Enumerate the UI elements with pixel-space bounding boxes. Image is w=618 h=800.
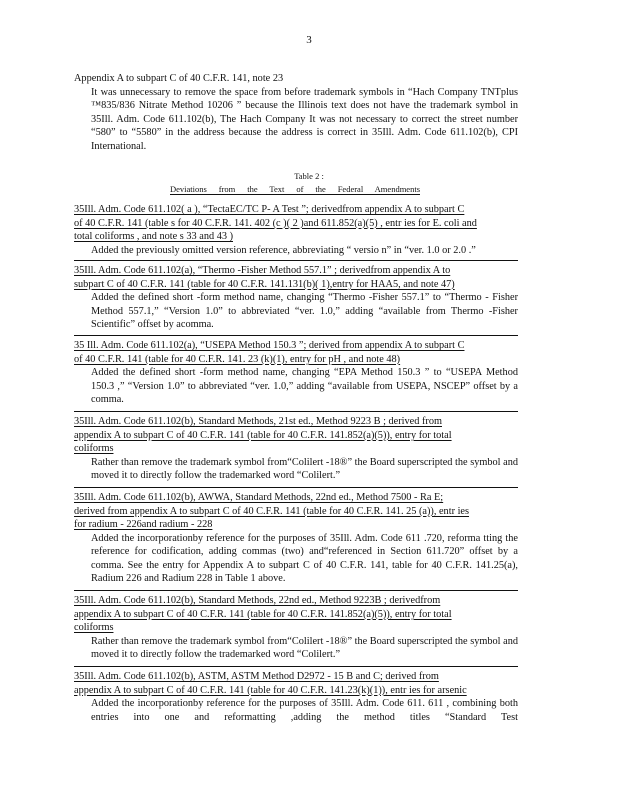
entry-description: Rather than remove the trademark symbol from“Colilert -18®” the Board superscripted the symbol and moved it to directly follow the trademarked word “Colilert.” — [91, 635, 518, 660]
entry-heading-line: appendix A to subpart C of 40 C.F.R. 141 (table for 40 C.F.R. 141.852(a)(5)), entry for total — [74, 608, 452, 620]
entry-heading-line: 35Ill. Adm. Code 611.102(b), Standard Methods, 21st ed., Method 9223 B ; derived from — [74, 416, 442, 427]
entry-heading-line: of 40 C.F.R. 141 (table for 40 C.F.R. 141. 23 (k)(1), entry for pH , and note 48) — [74, 353, 401, 365]
table-entry-7 — [74, 670, 526, 724]
row-divider — [74, 666, 518, 667]
entry-heading-line: 35Ill. Adm. Code 611.102(b), AWWA, Standard Methods, 22nd ed., Method 7500 - Ra E; — [74, 492, 444, 503]
entry-heading-line: 35Ill. Adm. Code 611.102( a ), “TectaEC/TC P- A Test ”; derivedfrom appendix A to subpart C — [74, 204, 465, 215]
intro-heading: Appendix A to subpart C of 40 C.F.R. 141, note 23 — [74, 73, 284, 84]
entry-description: Rather than remove the trademark symbol from“Colilert -18®” the Board superscripted the symbol and moved it to directly follow the trademarked word “Colilert.” — [91, 456, 518, 481]
page-number: 3 — [306, 34, 312, 46]
entry-heading-line: subpart C of 40 C.F.R. 141 (table for 40 C.F.R. 141.131(b)( 1),entry for HAA5, and note 47) — [74, 278, 455, 290]
entry-description: Added the previously omitted version reference, abbreviating “ versio n” in “ver. 1.0 or 2.0 .” — [91, 244, 476, 256]
row-divider — [74, 260, 518, 261]
intro-text: It was unnecessary to remove the space from before trademark symbols in “Hach Company TNTplus ™835/836 Nitrate Method 10206 ” because the Illinois text does not have the trademark symbol in 35Ill. Adm. Code 611.102(b), The Hach Company It was not necessary to correct the street number “580” to “5580” in the address because the address is correct in 35Ill. Adm. Code 611.102(b), CPI International. — [91, 86, 518, 152]
table-entry-6 — [74, 594, 526, 662]
intro-note — [74, 72, 526, 153]
entry-heading-line: derived from appendix A to subpart C of 40 C.F.R. 141 (table for 40 C.F.R. 141. 25 (a)), entr ies — [74, 505, 470, 517]
entry-heading-line: appendix A to subpart C of 40 C.F.R. 141 (table for 40 C.F.R. 141.852(a)(5)), entry for total — [74, 429, 452, 441]
entry-description: Added the incorporationby reference for the purposes of 35Ill. Adm. Code 611 .720, reforma tting the reference for codification, adding commas (two) and“referenced in Section 611.720” offset by a comma. See the entry for Appendix A to subpart C of 40 C.F.R. 141, table for 40 C.F.R. 141.25(a), Radium 226 and Radium 228 in Table 1 above. — [91, 532, 518, 584]
table-entry-3 — [74, 339, 526, 407]
entry-description: Added the incorporationby reference for the purposes of 35Ill. Adm. Code 611. 611 , combining both entries into one and reformatting ,adding the method titles “Standard Test — [91, 698, 518, 723]
row-divider — [74, 411, 518, 412]
entry-heading-line: total coliforms , and note s 33 and 43 ) — [74, 231, 233, 242]
row-divider — [74, 590, 518, 591]
row-divider — [74, 335, 518, 336]
row-divider — [74, 487, 518, 488]
entry-heading-line: of 40 C.F.R. 141 (table s for 40 C.F.R. 141. 402 (c )( 2 )and 611.852(a)(5) , entr ies for E. coli and — [74, 217, 477, 229]
entry-heading-line: 35Ill. Adm. Code 611.102(b), Standard Methods, 22nd ed., Method 9223B ; derivedfrom — [74, 595, 441, 606]
entry-heading-line: appendix A to subpart C of 40 C.F.R. 141 (table for 40 C.F.R. 141.23(k)(1)), entr ies for arsenic — [74, 684, 467, 696]
entry-description: Added the defined short -form method name, changing “Thermo -Fisher 557.1” to “Thermo - Fisher Method 557.1,” “Version 1.0” to abbreviated “ver. 1.0,” adding “available from Thermo -Fisher Scientific” offset by acomma. — [91, 292, 518, 330]
table-entry-1 — [74, 203, 526, 257]
entry-description: Added the defined short -form method name, changing “EPA Method 150.3 ” to “USEPA Method 150.3 ,” “Version 1.0” to abbreviated “ver. 1.0,” adding “available from USEPA, NSCEP” offset by a comma. — [91, 367, 518, 405]
table-entry-2 — [74, 264, 526, 332]
table-entry-4 — [74, 415, 526, 483]
entry-heading-line: 35Ill. Adm. Code 611.102(b), ASTM, ASTM Method D2972 - 15 B and C; derived from — [74, 671, 439, 682]
entry-heading-line: coliforms — [74, 622, 114, 633]
entry-heading-line: coliforms — [74, 443, 114, 454]
table-entry-5 — [74, 491, 526, 586]
entry-heading-line: 35 Ill. Adm. Code 611.102(a), “USEPA Method 150.3 ”; derived from appendix A to subpart C — [74, 340, 465, 351]
table-subtitle: Deviations from the Text of the Federal Amendments — [170, 184, 420, 194]
entry-heading-line: 35Ill. Adm. Code 611.102(a), “Thermo -Fisher Method 557.1” ; derivedfrom appendix A to — [74, 265, 451, 276]
table-title: Table 2 : — [294, 171, 324, 181]
entry-heading-line: for radium - 226and radium - 228 — [74, 519, 213, 530]
